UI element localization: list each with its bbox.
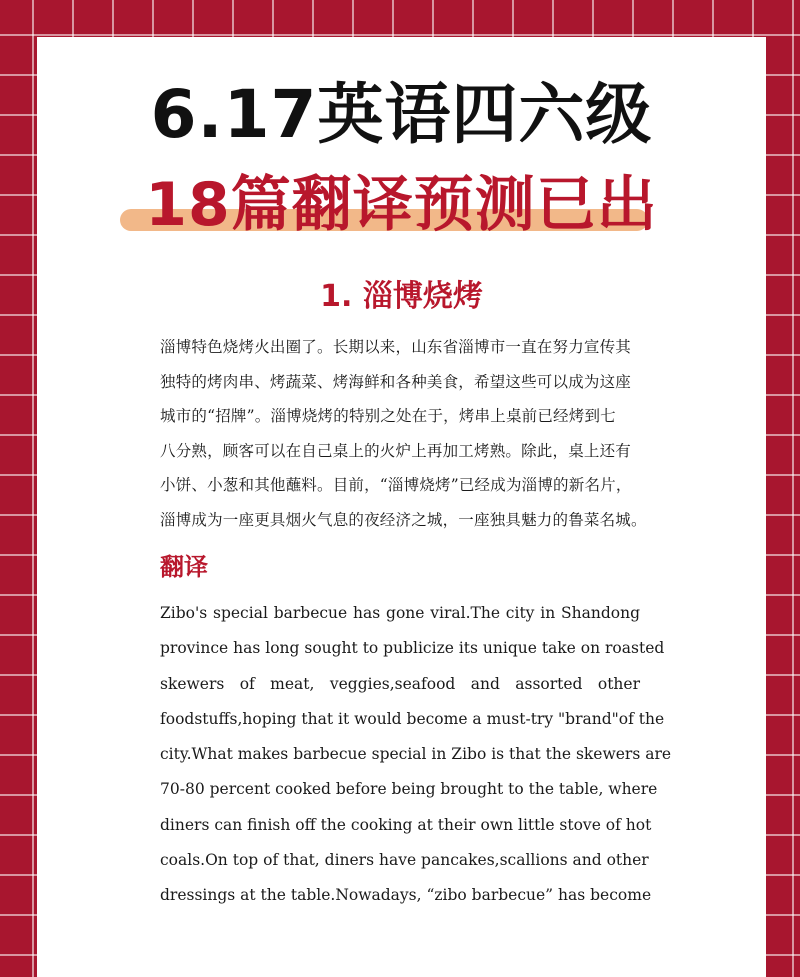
document-page: [37, 37, 766, 977]
english-line: 70-80 percent cooked before being brought to the table, where: [160, 780, 658, 799]
chinese-line: 淄博成为一座更具烟火气息的夜经济之城，一座独具魅力的鲁菜名城。: [160, 510, 647, 529]
english-line: Zibo's special barbecue has gone viral.The city in Shandong: [160, 604, 640, 622]
english-line: foodstuffs,hoping that it would become a must-try "brand"of the: [160, 709, 665, 728]
english-line: dressings at the table.Nowadays, “zibo barbecue” has become: [160, 886, 652, 905]
english-line: diners can finish off the cooking at their own little stove of hot: [160, 815, 652, 834]
section-heading: 1. 淄博烧烤: [320, 279, 483, 314]
chinese-line: 城市的“招牌”。淄博烧烤的特别之处在于，烤串上桌前已经烤到七: [160, 407, 616, 425]
chinese-line: 小饼、小葱和其他蘸料。目前，“淄博烧烤”已经成为淄博的新名片，: [160, 476, 632, 494]
subtitle-block: [37, 165, 766, 245]
chinese-line: 八分熟，顾客可以在自己桌上的火炉上再加工烤熟。除此，桌上还有: [160, 441, 632, 460]
chinese-line: 独特的烤肉串、烤蔬菜、烤海鲜和各种美食，希望这些可以成为这座: [160, 372, 632, 391]
chinese-line: 淄博特色烧烤火出圈了。长期以来，山东省淄博市一直在努力宣传其: [160, 338, 632, 356]
title-line-2: 18篇翻译预测已出: [145, 170, 658, 240]
english-line: coals.On top of that, diners have pancakes,scallions and other: [160, 851, 649, 870]
english-translation: [160, 596, 672, 914]
english-line: city.What makes barbecue special in Zibo is that the skewers are: [160, 745, 672, 764]
english-line: skewers of meat, veggies,seafood and assorted other: [160, 674, 640, 693]
title-line-1: 6.17英语四六级: [150, 76, 653, 153]
translation-heading: 翻译: [160, 553, 208, 581]
chinese-passage: [160, 330, 660, 537]
english-line: province has long sought to publicize its unique take on roasted: [160, 639, 665, 658]
